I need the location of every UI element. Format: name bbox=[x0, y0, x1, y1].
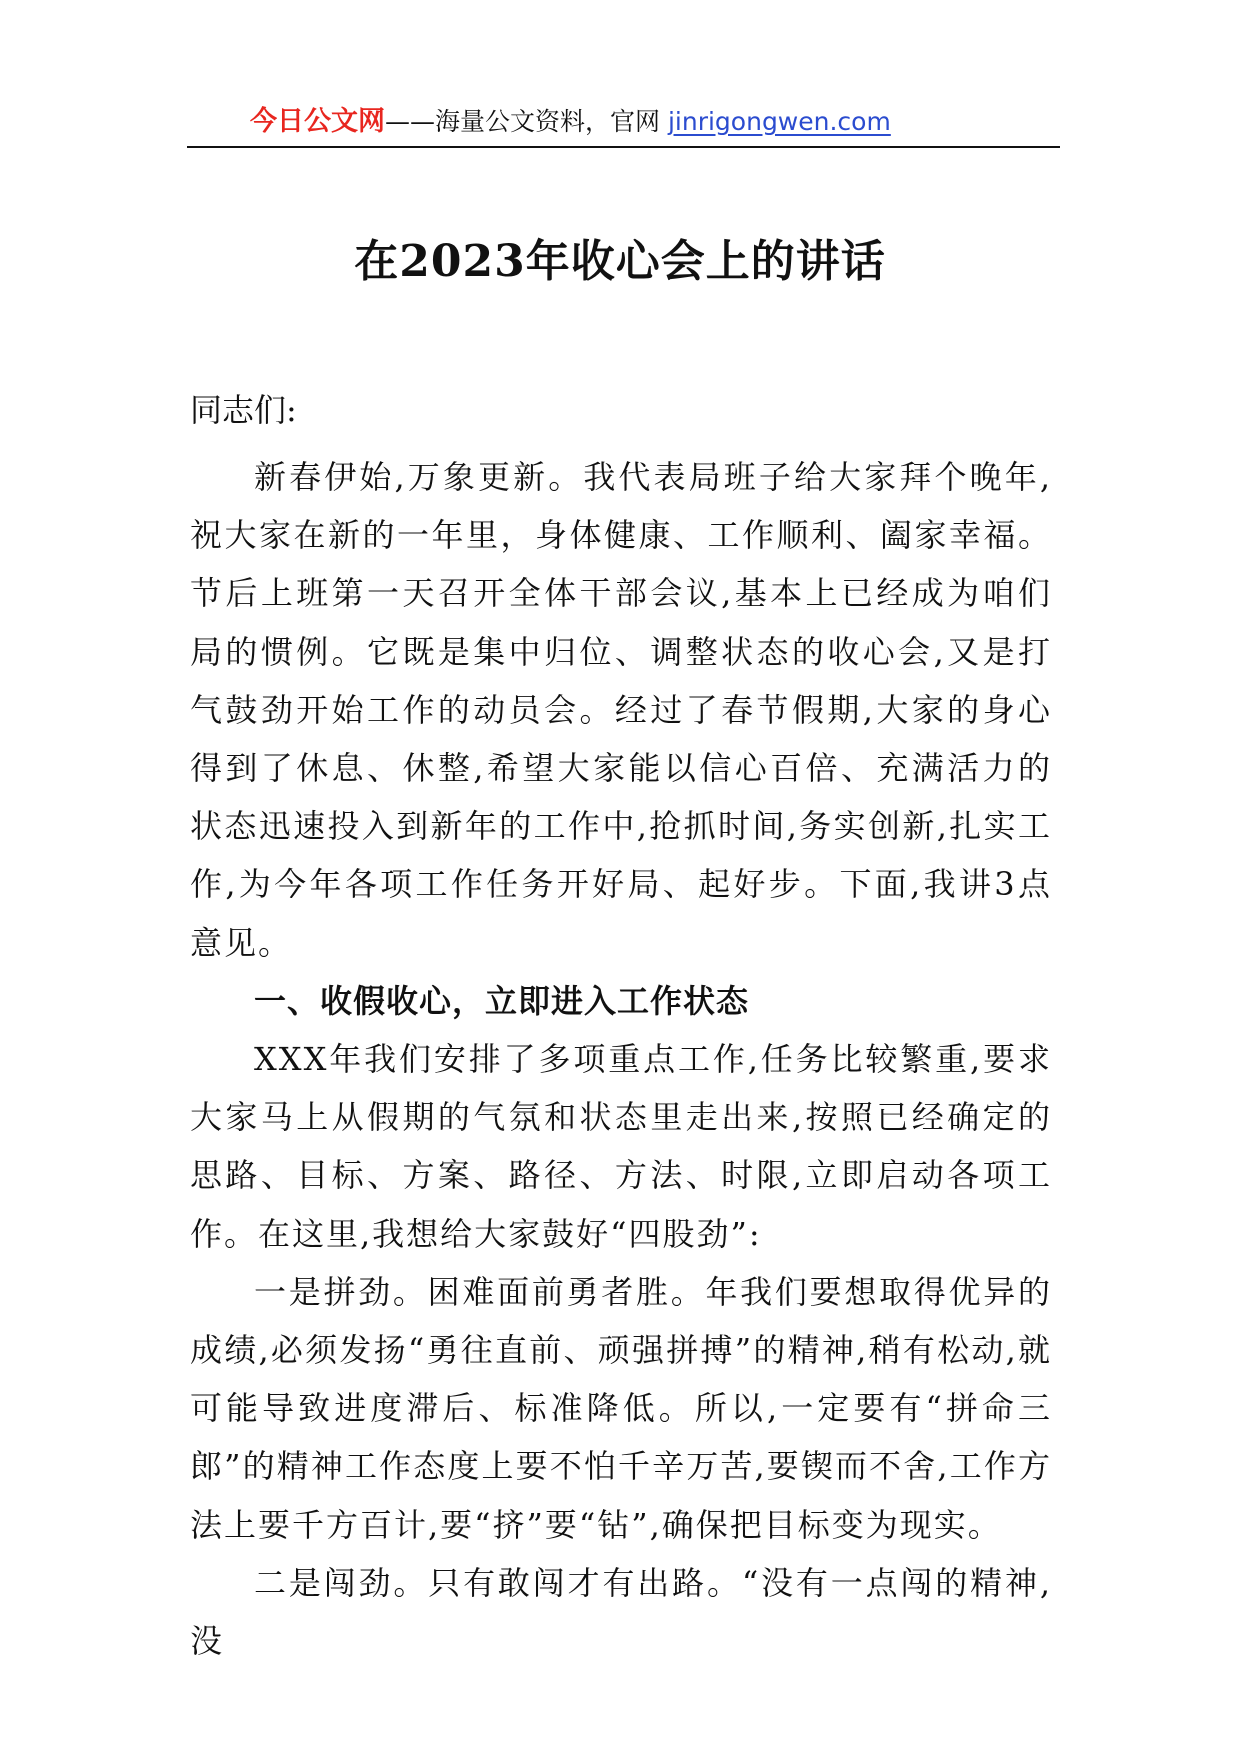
header-tagline: 海量公文资料，官网 bbox=[435, 107, 661, 136]
site-url-link[interactable]: jinrigongwen.com bbox=[667, 107, 891, 136]
document-title: 在2023年收心会上的讲话 bbox=[354, 236, 886, 287]
header-dash: —— bbox=[385, 107, 435, 136]
document-body bbox=[190, 448, 1052, 1670]
section-heading-1: 一、收假收心，立即进入工作状态 bbox=[254, 981, 750, 1020]
paragraph-point-2: 二是闯劲。只有敢闯才有出路。“没有一点闯的精神,没 bbox=[190, 1563, 1052, 1661]
brand-name: 今日公文网 bbox=[250, 106, 385, 137]
paragraph-intro: 新春伊始,万象更新。我代表局班子给大家拜个晚年,祝大家在新的一年里，身体健康、工作顺利、阖家幸福。节后上班第一天召开全体干部会议,基本上已经成为咱们局的惯例。它既是集中归位、调整状态的收心会,又是打气鼓劲开始工作的动员会。经过了春节假期,大家的身心得到了休息、休整,希望大家能以信心百倍、充满活力的状态迅速投入到新年的工作中,抢抓时间,务实创新,扎实工作,为今年各项工作任务开好局、起好步。下面,我讲3点意见。 bbox=[190, 458, 1052, 962]
paragraph-point-1: 一是拼劲。困难面前勇者胜。年我们要想取得优异的成绩,必须发扬“勇往直前、顽强拼搏”的精神,稍有松动,就可能导致进度滞后、标准降低。所以,一定要有“拼命三郎”的精神工作态度上要不怕千辛万苦,要锲而不舍,工作方法上要千方百计,要“挤”要“钻”,确保把目标变为现实。 bbox=[190, 1272, 1052, 1544]
header-banner bbox=[250, 106, 891, 138]
paragraph-section-1: XXX年我们安排了多项重点工作,任务比较繁重,要求大家马上从假期的气氛和状态里走出来,按照已经确定的思路、目标、方案、路径、方法、时限,立即启动各项工作。在这里,我想给大家鼓好“四股劲”: bbox=[190, 1040, 1052, 1253]
page-header bbox=[187, 104, 1060, 148]
salutation: 同志们: bbox=[190, 391, 297, 429]
